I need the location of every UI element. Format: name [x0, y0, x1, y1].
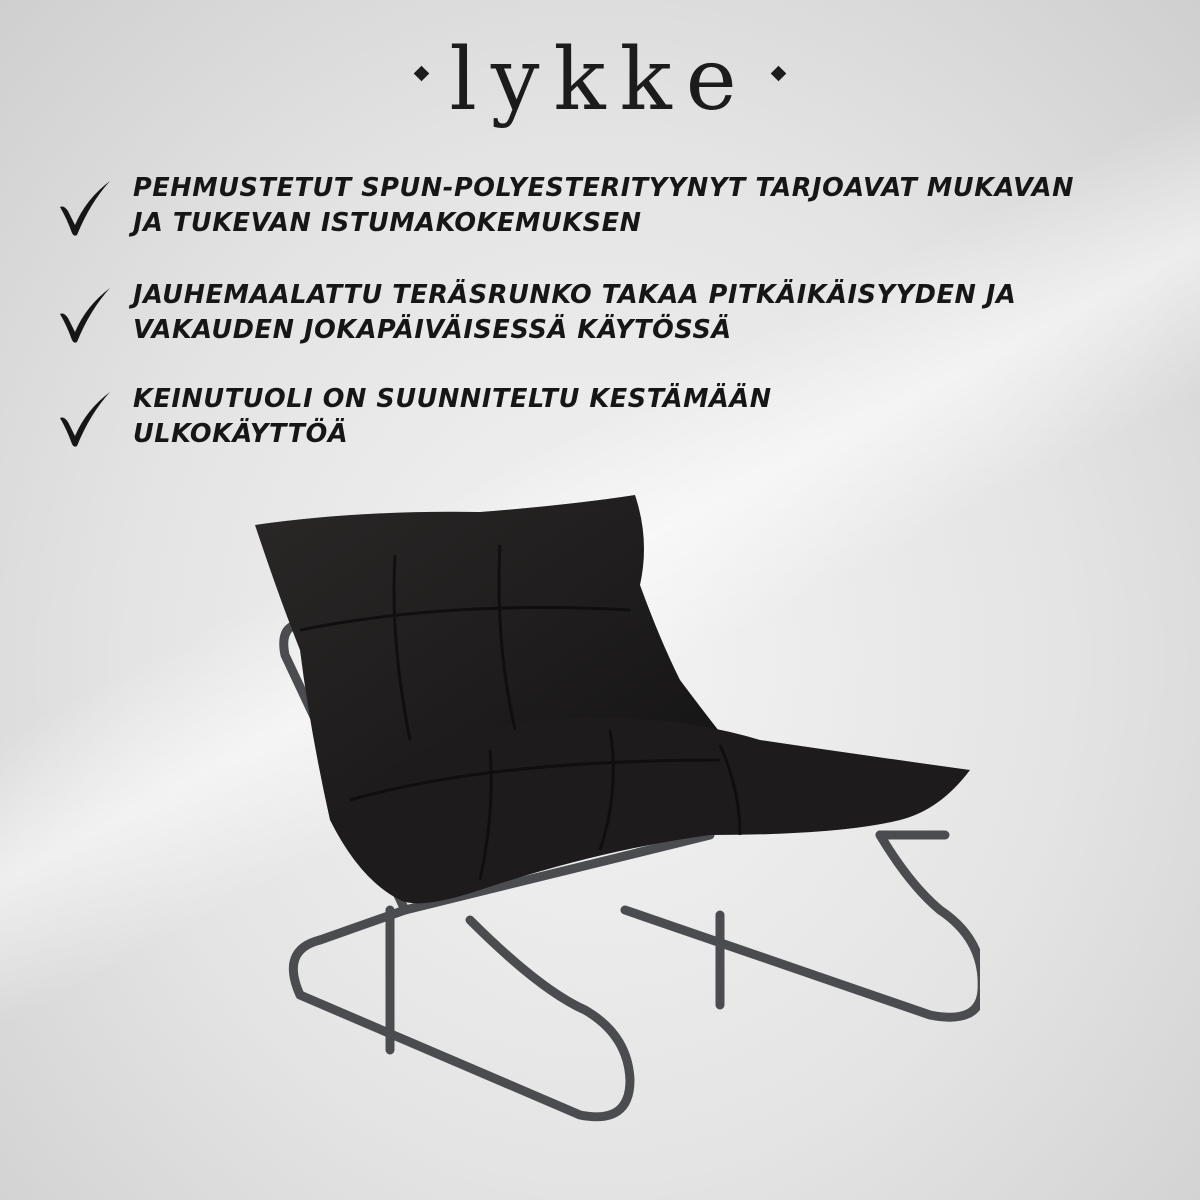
feature-line: KEINUTUOLI ON SUUNNITELTU KESTÄMÄÄN: [133, 384, 772, 414]
brand-logo: [0, 18, 1200, 135]
logo-right-diamond-icon: [770, 66, 786, 82]
checkmark-icon: [50, 175, 120, 245]
feature-line: PEHMUSTETUT SPUN-POLYESTERITYYNYT TARJOAVAT MUKAVAN: [133, 173, 1075, 203]
rocking-chair-image: [240, 490, 980, 1150]
checkmark-icon: [50, 282, 120, 352]
logo-left-diamond-icon: [414, 66, 430, 82]
feature-line: ULKOKÄYTTÖÄ: [133, 419, 349, 449]
feature-text: [133, 382, 1163, 452]
feature-text: [133, 171, 1163, 241]
chair-cushion: [255, 495, 970, 903]
feature-line: VAKAUDEN JOKAPÄIVÄISESSÄ KÄYTÖSSÄ: [133, 315, 732, 345]
feature-item: [50, 171, 1170, 271]
feature-line: JAUHEMAALATTU TERÄSRUNKO TAKAA PITKÄIKÄISYYDEN JA: [133, 280, 1017, 310]
feature-item: [50, 382, 1170, 482]
feature-line: JA TUKEVAN ISTUMAKOKEMUKSEN: [133, 208, 642, 238]
feature-text: [133, 278, 1163, 348]
feature-item: [50, 278, 1170, 378]
checkmark-icon: [50, 386, 120, 456]
logo-text: lykke: [449, 29, 751, 130]
